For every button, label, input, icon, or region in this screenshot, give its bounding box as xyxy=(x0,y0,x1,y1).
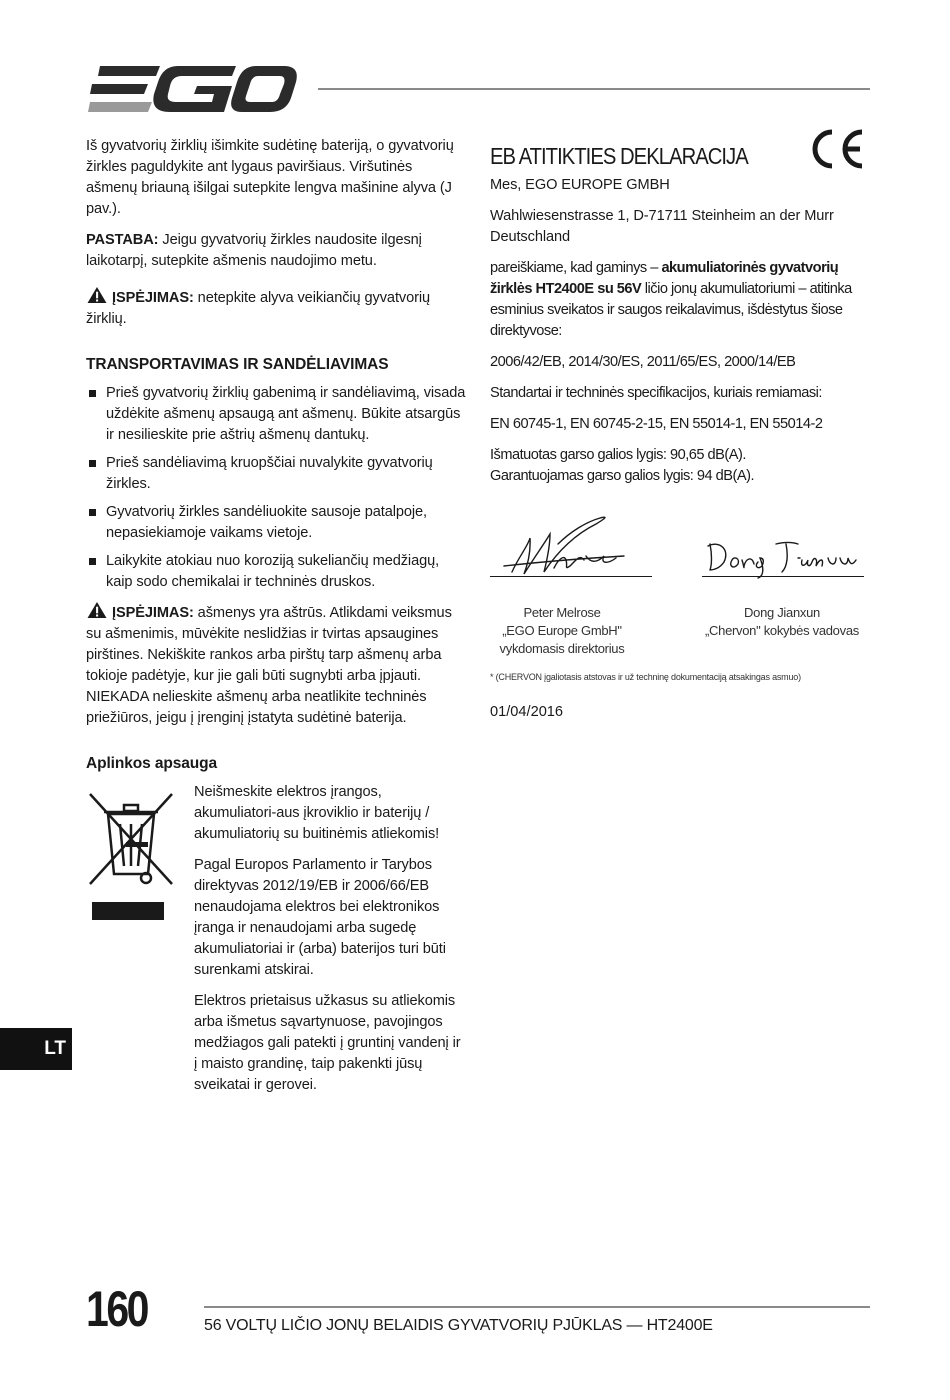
note-text: Jeigu gyvatvorių žirkles naudosite ilgesnį laikotarpį, sutepkite ašmenis naudojimo metu. xyxy=(86,232,422,269)
warning-triangle-icon xyxy=(86,286,108,304)
ego-logo xyxy=(86,64,298,114)
company-address: Wahlwiesenstrasse 1, D-71711 Steinheim an der Murr Deutschland xyxy=(490,208,834,245)
environment-paragraph-3: Elektros prietaisus užkasus su atliekomis arba išmetus sąvartynuose, pavojingos medžiagos gali patekti į gruntinį vandenį ir į maisto grandinę, taip pakenkti jūsų sveikatai ir gerovei. xyxy=(194,993,461,1093)
warning-triangle-icon xyxy=(86,601,108,619)
directives-list: 2006/42/EB, 2014/30/ES, 2011/65/ES, 2000/14/EB xyxy=(490,354,796,370)
bullet-icon xyxy=(89,390,96,397)
product-name: akumuliatorinės gyvatvorių žirklės HT2400E su 56V xyxy=(490,260,839,297)
standards-intro: Standartai ir techninės specifikacijos, kuriais remiamasi: xyxy=(490,385,822,401)
environment-section xyxy=(86,782,466,1096)
noise-measured: Išmatuotas garso galios lygis: 90,65 dB(A). xyxy=(490,447,746,463)
warning-paragraph-2 xyxy=(86,601,466,729)
noise-guaranteed: Garantuojamas garso galios lygis: 94 dB(A). xyxy=(490,468,755,484)
footer-rule xyxy=(204,1306,870,1308)
right-column xyxy=(490,136,870,487)
header-rule xyxy=(318,88,870,90)
note-label: PASTABA: xyxy=(86,232,159,248)
language-tab xyxy=(0,1028,72,1070)
warning-paragraph-1 xyxy=(86,286,466,330)
signatory-1-company: „EGO Europe GmbH" xyxy=(502,623,622,638)
declaration-statement: pareiškiame, kad gaminys – akumuliatorinės gyvatvorių žirklės HT2400E su 56V ličio jonų akumuliatoriumi – atitinka esminius sveikatos ir saugos reikalavimus, išdėstytus šiose direktyvose: xyxy=(490,260,852,339)
signatory-1-role: vykdomasis direktorius xyxy=(499,641,625,656)
signature-peter-melrose xyxy=(500,508,650,580)
signature-line-1 xyxy=(490,576,652,577)
environment-heading: Aplinkos apsauga xyxy=(86,755,218,772)
signature-line-2 xyxy=(702,576,864,577)
bullet-icon xyxy=(89,509,96,516)
footer-product-title: 56 VOLTŲ LIČIO JONŲ BELAIDIS GYVATVORIŲ PJŪKLAS — HT2400E xyxy=(204,1317,713,1334)
left-column xyxy=(86,136,466,1106)
crossed-out-bin-icon xyxy=(86,788,176,920)
language-code: LT xyxy=(44,1038,66,1059)
standards-list: EN 60745-1, EN 60745-2-15, EN 55014-1, EN 55014-2 xyxy=(490,416,823,432)
environment-text xyxy=(194,782,466,1096)
declaration-title: EB ATITIKTIES DEKLARACIJA xyxy=(490,143,748,169)
signatory-1 xyxy=(490,604,634,658)
note-paragraph xyxy=(86,230,466,272)
signatory-2-role: „Chervon" kokybės vadovas xyxy=(705,623,859,638)
transport-heading: TRANSPORTAVIMAS IR SANDĖLIAVIMAS xyxy=(86,356,389,373)
warning-text-1: netepkite alyva veikiančių gyvatvorių žirklių. xyxy=(86,290,431,327)
list-item: Prieš sandėliavimą kruopščiai nuvalykite gyvatvorių žirkles. xyxy=(86,453,466,495)
maintenance-paragraph: Iš gyvatvorių žirklių išimkite sudėtinę bateriją, o gyvatvorių žirkles paguldykite ant lygaus paviršiaus. Viršutinės ašmenų briauną išilgai sutepkite lengva mašinine alyva (J pav.). xyxy=(86,138,454,217)
signatory-2 xyxy=(696,604,868,640)
bullet-icon xyxy=(89,558,96,565)
signature-dong-jianxun xyxy=(702,536,862,580)
footnote: * (CHERVON įgaliotasis atstovas ir už techninę dokumentaciją atsakingas asmuo) xyxy=(490,672,801,682)
company-line: Mes, EGO EUROPE GMBH xyxy=(490,177,670,193)
warning-label-2: ĮSPĖJIMAS: xyxy=(112,605,194,621)
list-item: Laikykite atokiau nuo koroziją sukeliančių medžiagų, kaip sodo chemikalai ir techninės druskos. xyxy=(86,551,466,593)
list-item: Prieš gyvatvorių žirklių gabenimą ir sandėliavimą, visada uždėkite ašmenų apsaugą ant ašmenų. Būkite atsargūs ir nesilieskite prie aštrių ašmenų dantukų. xyxy=(86,383,466,446)
transport-list xyxy=(86,383,466,593)
environment-paragraph-1: Neišmeskite elektros įrangos, akumuliatori-aus įkroviklio ir baterijų / akumuliatorių su buitinėmis atliekomis! xyxy=(194,784,440,842)
warning-text-2: ašmenys yra aštrūs. Atlikdami veiksmus su ašmenimis, mūvėkite neslidžias ir tvirtas apsaugines pirštines. Nekiškite rankos arba pirštų tarp ašmenų arba tokioje padėtyje, kur jie gali būti sugnybti arba įpjauti. NIEKADA nelieskite ašmenų arba neatlikite techninės priežiūros, jeigu į įrenginį įstatyta sudėtinė baterija. xyxy=(86,605,452,726)
list-item: Gyvatvorių žirkles sandėliuokite sausoje patalpoje, nepasiekiamoje vaikams vietoje. xyxy=(86,502,466,544)
environment-paragraph-2: Pagal Europos Parlamento ir Tarybos direktyvas 2012/19/EB ir 2006/66/EB nenaudojama elektros bei elektronikos įranga ir nenaudojami arba sugedę akumuliatoriai ir (arba) baterijos turi būti surenkami atskirai. xyxy=(194,857,446,978)
page-number: 160 xyxy=(86,1281,148,1337)
declaration-date: 01/04/2016 xyxy=(490,704,564,720)
signatory-1-name: Peter Melrose xyxy=(523,605,601,620)
signatory-2-name: Dong Jianxun xyxy=(744,605,820,620)
warning-label-1: ĮSPĖJIMAS: xyxy=(112,290,194,306)
bullet-icon xyxy=(89,460,96,467)
